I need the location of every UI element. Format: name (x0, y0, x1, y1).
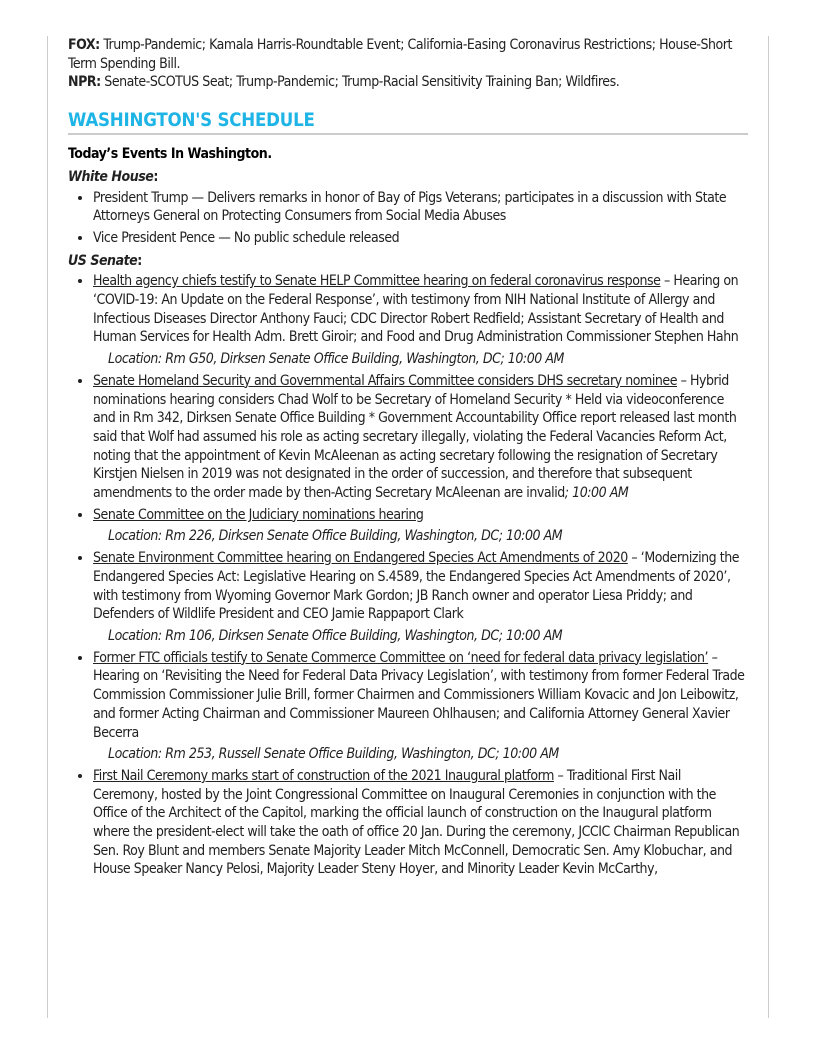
event-link[interactable]: Health agency chiefs testify to Senate HELP Committee hearing on federal coronavirus response (93, 273, 661, 290)
group-colon: : (153, 168, 158, 185)
event-link[interactable]: Former FTC officials testify to Senate Commerce Committee on ‘need for federal data privacy legislation’ (93, 649, 709, 666)
group-label: US Senate (68, 252, 138, 269)
network-text: Trump-Pandemic; Kamala Harris-Roundtable Event; California-Easing Coronavirus Restrictions; House-Short Term Spending Bill. (68, 37, 733, 72)
event-description: – Traditional First Nail Ceremony, hosted by the Joint Congressional Committee on Inaugural Ceremonies in conjunction with the Office of the Architect of the Capitol, marking the official launch of construction on the Inaugural platform where the president-elect will take the oath of office 20 Jan. During the ceremony, JCCIC Chairman Republican Sen. Roy Blunt and members Senate Majority Leader Mitch McConnell, Democratic Sen. Amy Klobuchar, and House Speaker Nancy Pelosi, Majority Leader Steny Hoyer, and Minority Leader Kevin McCarthy, (93, 767, 740, 878)
group-label: White House (68, 168, 154, 185)
list-item: • President Trump — Delivers remarks in honor of Bay of Pigs Veterans; participates in a discussion with State Attorneys General on Protecting Consumers from Social Media Abuses (93, 189, 748, 226)
section-title: WASHINGTON'S SCHEDULE (68, 110, 748, 135)
event-description: – Hybrid nominations hearing considers Chad Wolf to be Secretary of Homeland Security * Held via videoconference and in Rm 342, Dirksen Senate Office Building * Government Accountability Office report released last month said that Wolf had assumed his role as acting secretary illegally, violating the Federal Vacancies Reform Act, noting that the appointment of Kevin McAleenan as acting secretary following the resignation of Secretary Kirstjen Nielsen in 2019 was not designated in the order of succession, and therefore that subsequent amendments to the order made by then-Acting Secretary McAleenan are invalid (93, 372, 737, 502)
us-senate-list (68, 272, 748, 879)
list-item (93, 549, 748, 646)
event-description: – Hearing on ‘Revisiting the Need for Federal Data Privacy Legislation’, with testimony from former Federal Trade Commission Commissioner Julie Brill, former Chairmen and Commissioners William Kovacic and Jon Leibowitz, and former Acting Chairman and Commissioner Maureen Ohlhausen; and California Attorney General Xavier Becerra (93, 649, 745, 741)
network-fox (68, 36, 748, 73)
event-link[interactable]: Senate Environment Committee hearing on Endangered Species Act Amendments of 2020 (93, 550, 628, 567)
event-link[interactable]: Senate Homeland Security and Governmental Affairs Committee considers DHS secretary nominee (93, 372, 678, 389)
list-item (93, 649, 748, 764)
list-item (93, 372, 748, 503)
network-npr (68, 73, 748, 92)
network-text: Senate-SCOTUS Seat; Trump-Pandemic; Trump-Racial Sensitivity Training Ban; Wildfires. (104, 74, 620, 91)
list-item (93, 272, 748, 369)
event-link[interactable]: Senate Committee on the Judiciary nominations hearing (93, 506, 424, 523)
group-colon: : (137, 252, 142, 269)
list-item (93, 506, 748, 546)
event-location: Location: Rm G50, Dirksen Senate Office Building, Washington, DC; 10:00 AM (108, 351, 564, 368)
event-location: Location: Rm 253, Russell Senate Office Building, Washington, DC; 10:00 AM (108, 746, 559, 763)
us-senate-heading (68, 252, 748, 271)
newsletter-body (68, 36, 748, 882)
event-description: – ‘Modernizing the Endangered Species Act: Legislative Hearing on S.4589, the Endangered Species Act Amendments of 2020’, with testimony from Wyoming Governor Mark Gordon; JB Ranch owner and operator Liesa Priddy; and Defenders of Wildlife President and CEO Jamie Rappaport Clark (93, 550, 740, 623)
list-item (93, 767, 748, 879)
event-time: ; 10:00 AM (564, 485, 629, 502)
event-location: Location: Rm 106, Dirksen Senate Office Building, Washington, DC; 10:00 AM (108, 627, 563, 644)
network-label: NPR: (68, 74, 101, 91)
white-house-list (68, 189, 748, 248)
network-label: FOX: (68, 37, 100, 53)
list-item: • Vice President Pence — No public schedule released (93, 229, 748, 248)
newsletter-container (47, 36, 769, 1018)
section-subtitle: Today’s Events In Washington. (68, 146, 272, 163)
event-link[interactable]: First Nail Ceremony marks start of construction of the 2021 Inaugural platform (93, 767, 554, 784)
event-description: – Hearing on ‘COVID-19: An Update on the Federal Response’, with testimony from NIH National Institute of Allergy and Infectious Diseases Director Anthony Fauci; CDC Director Robert Redfield; Assistant Secretary of Health and Human Services for Health Adm. Brett Giroir; and Food and Drug Administration Commissioner Stephen Hahn (93, 273, 739, 346)
event-location: Location: Rm 226, Dirksen Senate Office Building, Washington, DC; 10:00 AM (108, 528, 563, 545)
white-house-heading (68, 168, 748, 187)
